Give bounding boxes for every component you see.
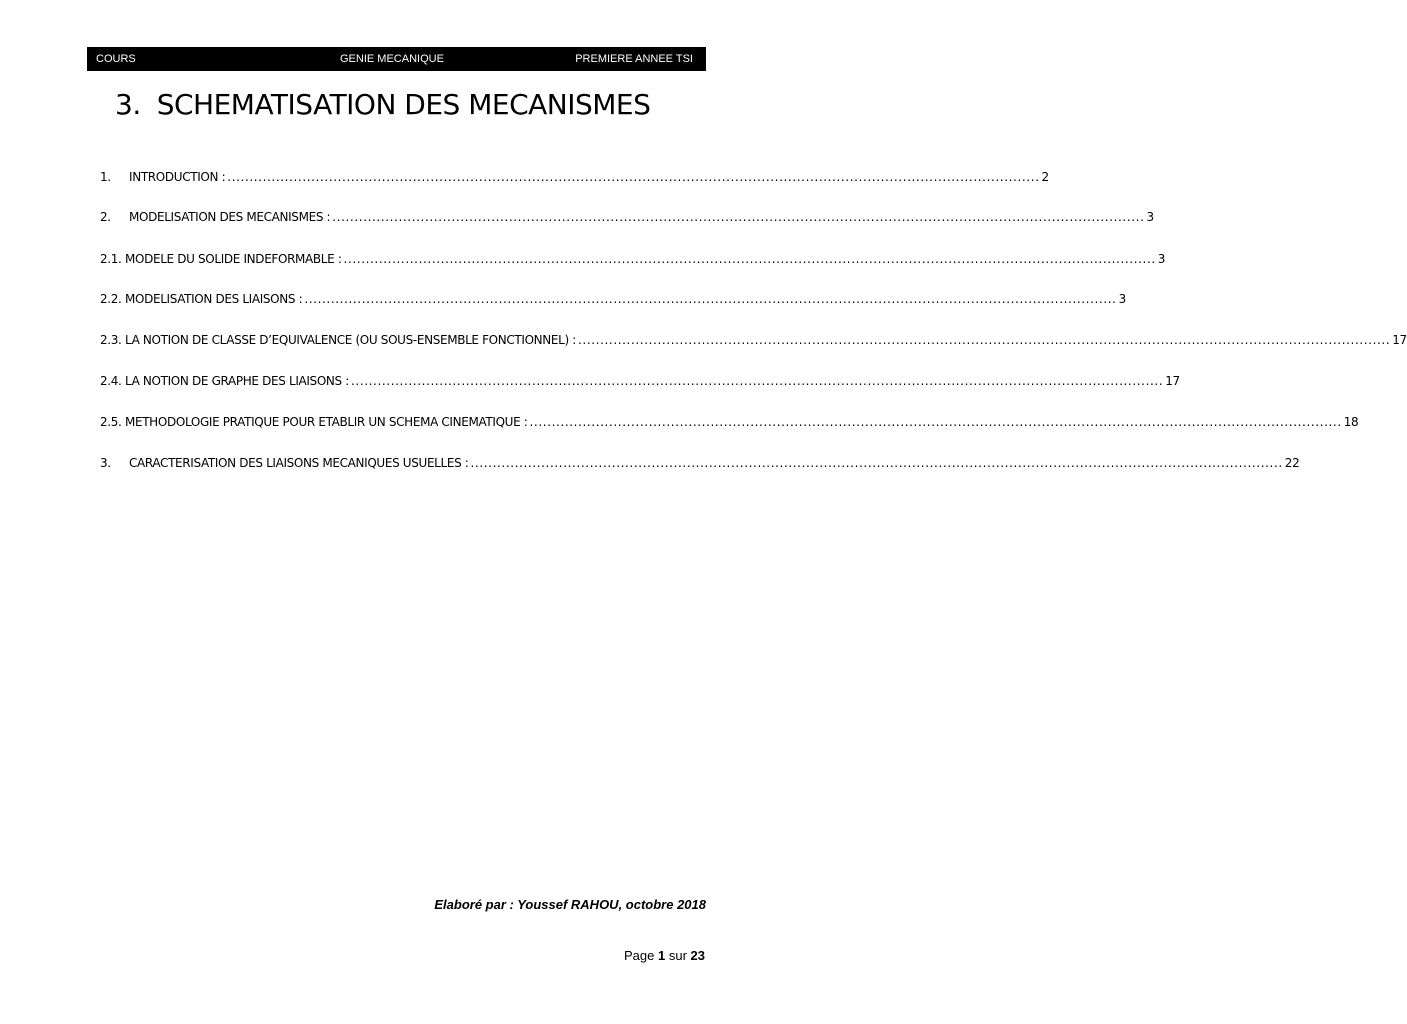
toc-dot-leader: ........................................................................................................................................................................................ bbox=[529, 415, 1342, 429]
chapter-title: SCHEMATISATION DES MECANISMES bbox=[156, 88, 651, 121]
toc-entry-label: METHODOLOGIE PRATIQUE POUR ETABLIR UN SCHEMA CINEMATIQUE : bbox=[124, 415, 528, 429]
page-number bbox=[624, 948, 705, 963]
page-middle: sur bbox=[668, 948, 687, 963]
toc-entry[interactable] bbox=[100, 456, 1300, 476]
toc-entry-number: 1. bbox=[100, 170, 111, 184]
toc-entry[interactable] bbox=[100, 210, 1154, 230]
toc-entry-page: 3 bbox=[1146, 210, 1154, 224]
page-current: 1 bbox=[657, 948, 666, 963]
toc-entry-number: 2.1. bbox=[100, 252, 122, 266]
toc-entry-label: MODELE DU SOLIDE INDEFORMABLE : bbox=[124, 252, 342, 266]
toc-entry[interactable] bbox=[100, 170, 1049, 190]
chapter-number: 3. bbox=[115, 88, 141, 121]
toc-entry-label: LA NOTION DE CLASSE D’EQUIVALENCE (OU SOUS-ENSEMBLE FONCTIONNEL) : bbox=[124, 333, 576, 347]
toc-entry-page: 17 bbox=[1165, 374, 1180, 388]
toc-entry[interactable] bbox=[100, 415, 1359, 435]
toc-dot-leader: ........................................................................................................................................................................................ bbox=[470, 456, 1283, 470]
toc-entry-number: 2. bbox=[100, 210, 111, 224]
author-credit: Elaboré par : Youssef RAHOU, octobre 2018 bbox=[434, 897, 706, 912]
toc-entry-number: 2.5. bbox=[100, 415, 122, 429]
toc-entry-label: LA NOTION DE GRAPHE DES LIAISONS : bbox=[124, 374, 349, 388]
toc-entry-number: 3. bbox=[100, 456, 111, 470]
header-level-label: PREMIERE ANNEE TSI bbox=[575, 53, 693, 65]
toc-entry-page: 22 bbox=[1284, 456, 1300, 470]
toc-dot-leader: ........................................................................................................................................................................................ bbox=[332, 210, 1145, 224]
toc-entry-label: CARACTERISATION DES LIAISONS MECANIQUES USUELLES : bbox=[129, 456, 469, 470]
toc-dot-leader: ........................................................................................................................................................................................ bbox=[304, 292, 1117, 306]
header-subject-label: GENIE MECANIQUE bbox=[340, 53, 444, 65]
toc-entry-label: INTRODUCTION : bbox=[129, 170, 226, 184]
page-title bbox=[115, 88, 650, 121]
toc-entry-number: 2.3. bbox=[100, 333, 122, 347]
toc-dot-leader: ........................................................................................................................................................................................ bbox=[227, 170, 1040, 184]
toc-entry-page: 2 bbox=[1041, 170, 1049, 184]
toc-entry-label: MODELISATION DES LIAISONS : bbox=[124, 292, 303, 306]
toc-entry-number: 2.4. bbox=[100, 374, 122, 388]
toc-entry[interactable] bbox=[100, 292, 1126, 312]
toc-entry[interactable] bbox=[100, 252, 1166, 272]
toc-entry-label: MODELISATION DES MECANISMES : bbox=[129, 210, 331, 224]
toc-dot-leader: ........................................................................................................................................................................................ bbox=[343, 252, 1156, 266]
page-total: 23 bbox=[690, 948, 705, 963]
toc-entry-number: 2.2. bbox=[100, 292, 122, 306]
toc-dot-leader: ........................................................................................................................................................................................ bbox=[350, 374, 1164, 388]
toc-entry-page: 18 bbox=[1343, 415, 1359, 429]
header-course-label: COURS bbox=[96, 53, 136, 65]
running-header bbox=[87, 47, 706, 71]
toc-entry[interactable] bbox=[100, 333, 1407, 353]
toc-dot-leader: ........................................................................................................................................................................................ bbox=[578, 333, 1391, 347]
toc-entry-page: 17 bbox=[1392, 333, 1407, 347]
toc-entry[interactable] bbox=[100, 374, 1180, 394]
page-prefix: Page bbox=[623, 948, 655, 963]
toc-entry-page: 3 bbox=[1157, 252, 1166, 266]
toc-entry-page: 3 bbox=[1118, 292, 1126, 306]
